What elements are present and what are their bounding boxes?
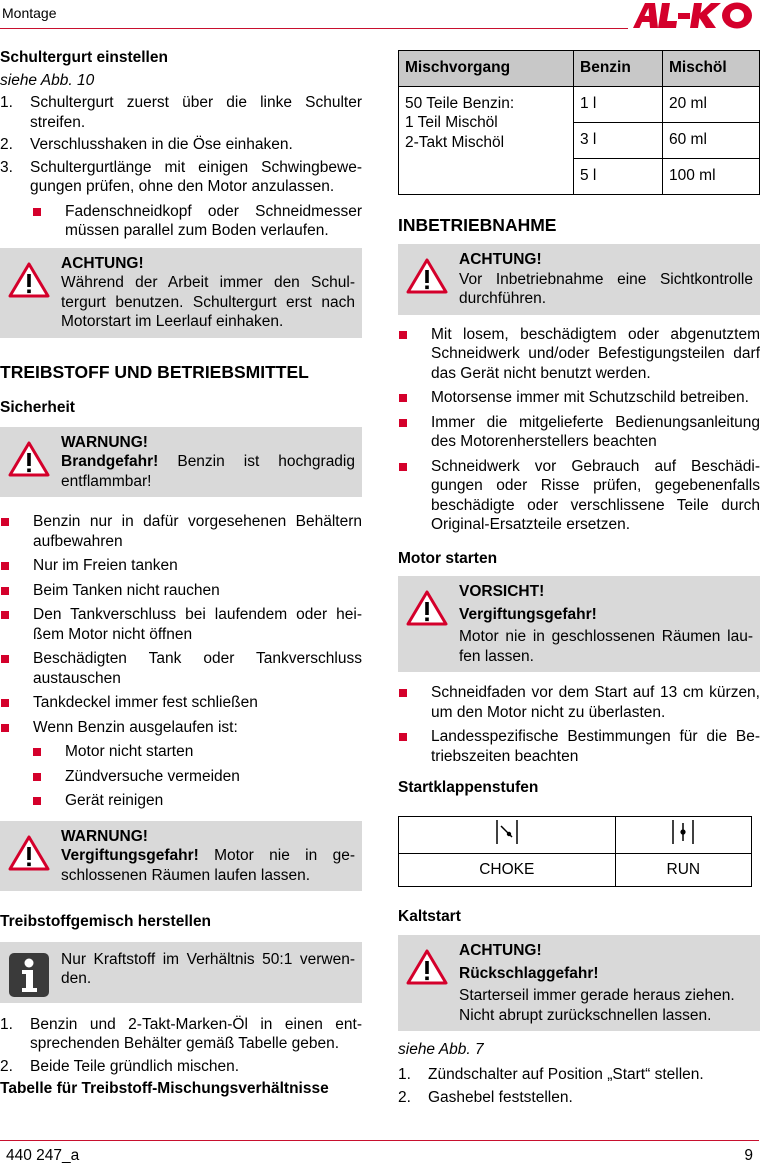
list-item: Motor nicht starten (32, 742, 362, 762)
caution-box: VORSICHT! Vergiftungsgefahr! Motor nie in geschlossenen Räumen laufen lassen. (398, 576, 760, 672)
coldstart-heading: Kaltstart (398, 907, 461, 925)
run-symbol-cell (615, 816, 751, 853)
header-rule (0, 28, 628, 29)
choke-symbol-cell (399, 816, 616, 853)
list-item: 1. Zündschalter auf Position „Start“ stellen. (398, 1065, 704, 1083)
list-item: 2. Verschlusshaken in die Öse einhaken. (0, 136, 293, 153)
left-column (0, 48, 362, 1099)
warning-triangle-icon (8, 441, 50, 477)
start-bullets (398, 325, 760, 535)
footer-rule (0, 1140, 759, 1141)
bullet-icon (1, 655, 9, 663)
table-cell: 1 l (574, 86, 663, 122)
column-header: Benzin (574, 51, 663, 87)
run-label: RUN (615, 853, 751, 886)
shoulder-bullets (32, 202, 362, 241)
bullet-icon (33, 797, 41, 805)
mix-table (398, 50, 760, 195)
list-item: Zündversuche vermeiden (32, 767, 362, 787)
bullet-icon (33, 773, 41, 781)
list-item: Immer die mitgelieferte Bedienungsanleitung des Motorenherstellers beachten (398, 413, 760, 452)
bullet-icon (1, 587, 9, 595)
list-item: Gerät reinigen (32, 791, 362, 811)
motor-heading: Motor starten (398, 549, 498, 567)
list-item: Beschädigten Tank oder Tankverschluss austauschen (0, 649, 362, 688)
bullet-icon (1, 611, 9, 619)
list-item: Tankdeckel immer fest schließen (0, 693, 362, 713)
table-cell: 60 ml (663, 122, 760, 158)
fuel-heading: TREIBSTOFF UND BETRIEBSMITTEL (0, 361, 309, 382)
warning-box: WARNUNG! Brandgefahr! Benzin ist hochgradig entflammbar! (0, 427, 362, 498)
warning-triangle-icon (8, 835, 50, 871)
list-item: Mit losem, beschädigtem oder abgenutztem Schneidwerk und/oder Befestigungsteilen darf das Gerät nicht benutzt werden. (398, 325, 760, 384)
table-cell: 20 ml (663, 86, 760, 122)
safety-heading: Sicherheit (0, 399, 75, 416)
list-item: Motorsense immer mit Schutzschild betreiben. (398, 388, 760, 408)
table-cell: 100 ml (663, 158, 760, 194)
bullet-icon (1, 518, 9, 526)
list-item: 2. Gashebel feststellen. (398, 1089, 573, 1106)
motor-bullets (398, 683, 760, 766)
table-cell: 5 l (574, 158, 663, 194)
list-item: Landesspezifische Bestimmungen für die Betriebszeiten beachten (398, 727, 760, 766)
fuel-bullets (0, 512, 362, 737)
choke-heading: Startklappenstufen (398, 779, 539, 796)
table-cell: 3 l (574, 122, 663, 158)
list-item: 2. Beide Teile gründlich mischen. (0, 1057, 240, 1075)
warning-box: WARNUNG! Vergiftungsgefahr! Motor nie in geschlossenen Räumen laufen lassen. (0, 821, 362, 892)
bullet-icon (399, 733, 407, 741)
info-box: Nur Kraftstoff im Verhältnis 50:1 verwenden. (0, 942, 362, 1003)
page-number: 9 (744, 1147, 753, 1164)
warning-triangle-icon (406, 590, 448, 626)
warning-box: ACHTUNG! Vor Inbetriebnahme eine Sichtkontrolle durchführen. (398, 244, 760, 315)
run-icon (671, 819, 695, 845)
list-item: Wenn Benzin ausgelaufen ist: (0, 718, 362, 738)
fuel-sub-bullets (32, 742, 362, 811)
figure-ref: siehe Abb. 7 (398, 1041, 484, 1058)
bullet-icon (1, 724, 9, 732)
start-heading: INBETRIEBNAHME (398, 214, 557, 235)
bullet-icon (399, 689, 407, 697)
shoulder-steps (0, 93, 362, 197)
list-item: Den Tankverschluss bei laufendem oder heißem Motor nicht öffnen (0, 605, 362, 644)
figure-ref: siehe Abb. 10 (0, 71, 95, 89)
section-title: Montage (2, 5, 57, 21)
bullet-icon (399, 331, 407, 339)
bullet-icon (33, 208, 41, 216)
bullet-icon (1, 699, 9, 707)
list-item: Nur im Freien tanken (0, 556, 362, 576)
document-number: 440 247_a (6, 1147, 80, 1164)
info-icon (8, 952, 50, 998)
warning-triangle-icon (406, 949, 448, 985)
shoulder-heading: Schultergurt einstellen (0, 49, 168, 66)
list-item: 1. Benzin und 2-Takt-Marken-Öl in einen entsprechenden Behälter gemäß Tabelle geben. (0, 1015, 362, 1052)
bullet-icon (1, 562, 9, 570)
choke-table (398, 816, 752, 887)
list-item: Schneidfaden vor dem Start auf 13 cm kürzen, um den Motor nicht zu überlasten. (398, 683, 760, 722)
list-item: Beim Tanken nicht rauchen (0, 581, 362, 601)
warning-triangle-icon (8, 262, 50, 298)
column-header: Mischöl (663, 51, 760, 87)
table-cell: 50 Teile Benzin: 1 Teil Mischöl 2-Takt Mischöl (399, 86, 574, 194)
mix-heading: Treibstoffgemisch herstellen (0, 913, 212, 930)
list-item: Fadenschneidkopf oder Schneidmesser müssen parallel zum Boden verlaufen. (32, 202, 362, 241)
bullet-icon (33, 748, 41, 756)
warning-box: ACHTUNG! Rückschlaggefahr! Starterseil immer gerade heraus ziehen. Nicht abrupt zurückschnellen lassen. (398, 935, 760, 1031)
list-item: 3. Schultergurtlänge mit einigen Schwingbewegungen prüfen, ohne den Motor anzulassen. (0, 158, 362, 195)
list-item: Schneidwerk vor Gebrauch auf Beschädigungen oder Risse prüfen, gegebenenfalls beschädigte oder verschlissene Teile durch Original-Ersatzteile ersetzen. (398, 457, 760, 535)
choke-icon (495, 819, 519, 845)
bullet-icon (399, 394, 407, 402)
alko-logo (627, 0, 757, 30)
list-item: Benzin nur in dafür vorgesehenen Behältern aufbewahren (0, 512, 362, 551)
mix-steps (0, 1015, 362, 1077)
right-column (398, 50, 760, 1111)
bullet-icon (399, 463, 407, 471)
warning-triangle-icon (406, 258, 448, 294)
column-header: Mischvorgang (399, 51, 574, 87)
coldstart-steps (398, 1065, 760, 1108)
table-heading: Tabelle für Treibstoff-Mischungsverhältnisse (0, 1080, 329, 1097)
list-item: 1. Schultergurt zuerst über die linke Schulter streifen. (0, 94, 362, 131)
bullet-icon (399, 419, 407, 427)
warning-box: ACHTUNG! Während der Arbeit immer den Schultergurt benutzen. Schultergurt erst nach Motorstart im Leerlauf einhaken. (0, 248, 362, 338)
choke-label: CHOKE (399, 853, 616, 886)
